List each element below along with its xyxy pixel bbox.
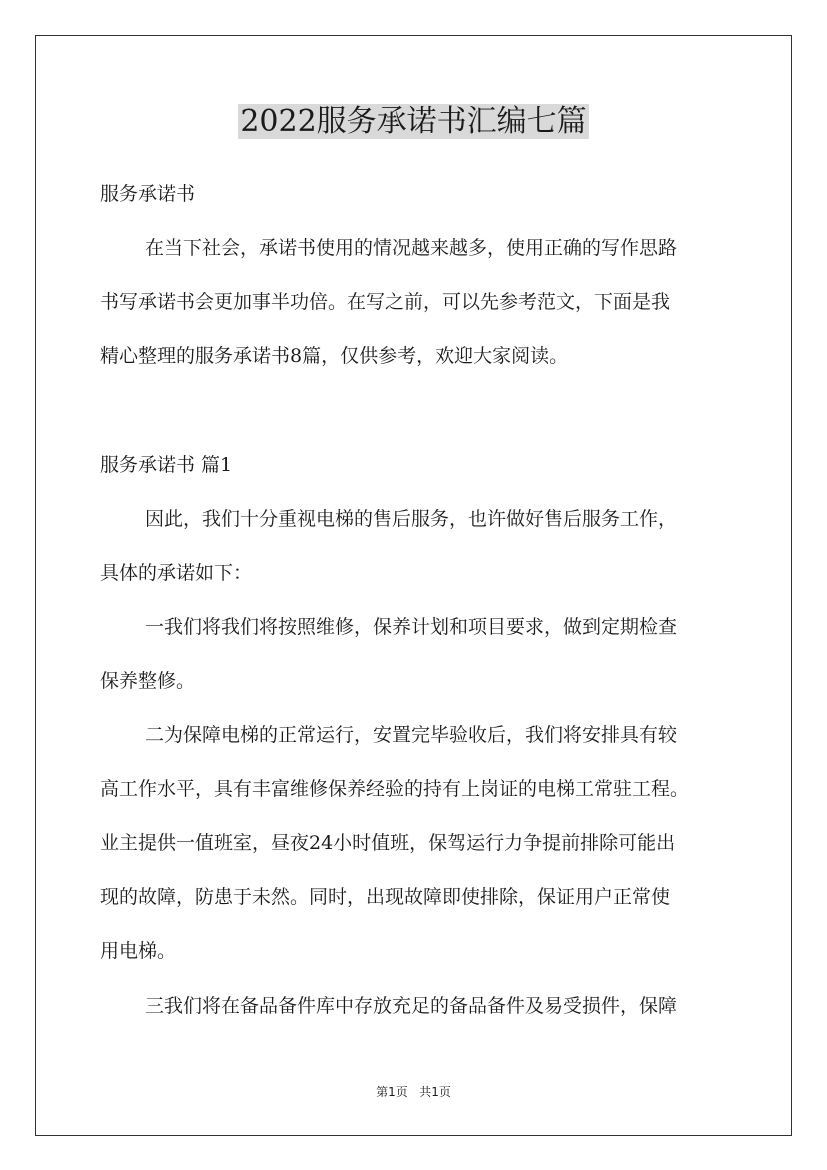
document-title-text: 2022服务承诺书汇编七篇 [240, 104, 587, 139]
body-line: 业主提供一值班室，昼夜24小时值班，保驾运行力争提前排除可能出 [100, 832, 676, 854]
article-heading: 服务承诺书 篇1 [100, 454, 233, 476]
body-line: 因此，我们十分重视电梯的售后服务，也许做好售后服务工作， [145, 508, 678, 530]
intro-line: 在当下社会，承诺书使用的情况越来越多，使用正确的写作思路 [145, 237, 678, 259]
page-total: 共1页 [419, 1085, 451, 1099]
page-number: 第1页 [376, 1085, 408, 1099]
section-heading: 服务承诺书 [100, 183, 196, 205]
body-line: 保养整修。 [100, 670, 196, 692]
body-line: 现的故障，防患于未然。同时，出现故障即使排除，保证用户正常使 [100, 886, 671, 908]
body-line: 一我们将我们将按照维修，保养计划和项目要求，做到定期检查 [145, 616, 678, 638]
page-footer [0, 1084, 827, 1100]
intro-line: 精心整理的服务承诺书8篇，仅供参考，欢迎大家阅读。 [100, 345, 569, 367]
body-line: 高工作水平，具有丰富维修保养经验的持有上岗证的电梯工常驻工程。 [100, 778, 690, 800]
body-line: 三我们将在备品备件库中存放充足的备品备件及易受损件，保障 [145, 995, 678, 1017]
body-line: 二为保障电梯的正常运行，安置完毕验收后，我们将安排具有较 [145, 724, 678, 746]
intro-line: 书写承诺书会更加事半功倍。在写之前，可以先参考范文，下面是我 [100, 291, 671, 313]
document-title [0, 100, 827, 144]
body-line: 具体的承诺如下： [100, 562, 253, 584]
body-line: 用电梯。 [100, 940, 177, 962]
